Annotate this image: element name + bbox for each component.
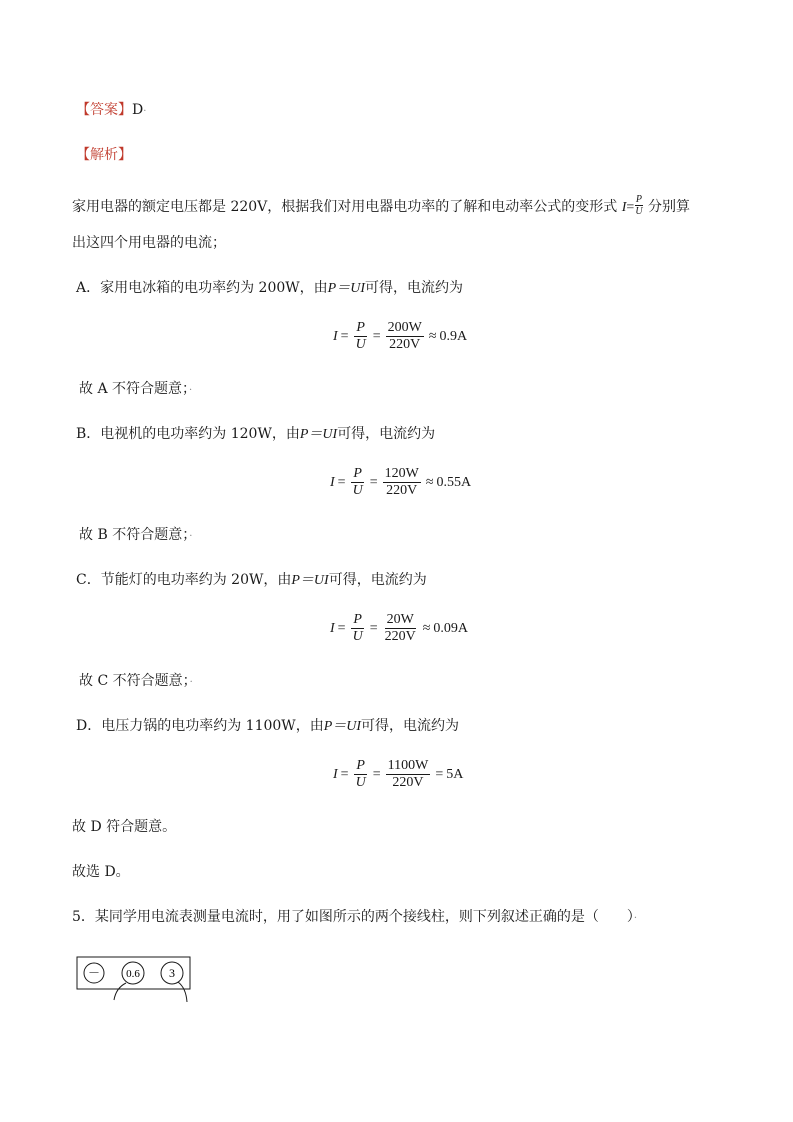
eq-sign: =	[372, 766, 381, 782]
eq-den-value: 220V	[384, 629, 416, 644]
eq-lhs: I	[330, 474, 335, 490]
option-b-text-b: 可得，电流约为	[337, 426, 436, 442]
eq-num-value: 200W	[387, 320, 422, 335]
wire-3	[178, 982, 187, 1002]
eq-fraction-values	[386, 758, 431, 791]
option-c-equation	[330, 612, 468, 645]
question-text: 某同学用电流表测量电流时，用了如图所示的两个接线柱，则下列叙述正确的是（ ）	[94, 909, 634, 925]
option-d-formula: P＝UI	[323, 719, 362, 734]
eq-num-value: 120W	[384, 466, 419, 481]
eq-fraction-values	[386, 320, 424, 353]
eq-den-u: U	[355, 775, 366, 790]
analysis-label: 【解析】	[76, 147, 132, 163]
answer-label: 【答案】	[76, 102, 132, 118]
answer-line: 【答案】D·	[76, 102, 147, 118]
wire-0-6	[114, 983, 126, 1000]
intro-formula-num: P	[635, 194, 642, 205]
option-b-conclusion-text: 故 B 不符合题意；	[79, 527, 190, 543]
intro-formula-fraction	[634, 195, 643, 217]
ammeter-terminals-figure	[74, 954, 204, 1004]
eq-fraction-pu	[351, 466, 365, 499]
eq-sign: =	[340, 766, 349, 782]
option-a-conclusion-text: 故 A 不符合题意；	[79, 381, 190, 397]
eq-sign: =	[337, 620, 346, 636]
option-d-equation	[333, 758, 463, 791]
intro-formula-lhs: I	[621, 200, 627, 215]
option-c-conclusion: 故 C 不符合题意；·	[79, 673, 193, 689]
eq-fraction-pu	[354, 320, 368, 353]
eq-approx: ≈	[422, 620, 431, 636]
option-b-formula: P＝UI	[299, 427, 338, 442]
option-a-equation	[333, 320, 467, 353]
option-d-text-a: D．电压力锅的电功率约为 1100W，由	[76, 718, 324, 734]
terminal-3-label: 3	[169, 966, 175, 980]
eq-den-u: U	[352, 629, 363, 644]
eq-den-value: 220V	[386, 483, 418, 498]
option-a-text-a: A．家用电冰箱的电功率约为 200W，由	[76, 280, 328, 296]
option-a-text-b: 可得，电流约为	[365, 280, 463, 296]
eq-approx: ≈	[428, 328, 437, 344]
eq-sign: =	[337, 474, 346, 490]
answer-value: D	[132, 102, 144, 118]
intro-line-1	[72, 196, 690, 218]
intro-formula-eq: =	[626, 200, 635, 215]
option-b-equation	[330, 466, 471, 499]
eq-den-u: U	[355, 337, 366, 352]
eq-num-p: P	[353, 612, 362, 627]
terminal-negative-label: －	[87, 966, 101, 980]
option-c-text-b: 可得，电流约为	[328, 572, 427, 588]
question-number: 5．	[72, 909, 95, 925]
eq-result: 0.9A	[439, 328, 468, 344]
eq-num-p: P	[353, 466, 362, 481]
intro-text-a: 家用电器的额定电压都是 220V，根据我们对用电器电功率的了解和电动率公式的变形式	[72, 199, 618, 215]
eq-lhs: I	[333, 766, 338, 782]
option-b-text-a: B．电视机的电功率约为 120W，由	[76, 426, 300, 442]
eq-result: 0.09A	[433, 620, 469, 636]
eq-den-u: U	[352, 483, 363, 498]
eq-num-p: P	[356, 320, 365, 335]
option-c-formula: P＝UI	[291, 573, 329, 588]
eq-sign: =	[340, 328, 349, 344]
eq-result: 5A	[446, 766, 464, 782]
eq-lhs: I	[330, 620, 335, 636]
intro-formula-den: U	[635, 206, 643, 217]
eq-fraction-pu	[351, 612, 365, 645]
terminal-0-6-label: 0.6	[126, 968, 140, 980]
option-c-text-a: C．节能灯的电功率约为 20W，由	[76, 572, 292, 588]
question-5: 5．某同学用电流表测量电流时，用了如图所示的两个接线柱，则下列叙述正确的是（ ）·	[72, 909, 638, 925]
eq-lhs: I	[333, 328, 338, 344]
option-c-conclusion-text: 故 C 不符合题意；	[79, 673, 190, 689]
eq-result: 0.55A	[436, 474, 472, 490]
eq-den-value: 220V	[389, 337, 421, 352]
final-answer: 故选 D。	[72, 864, 130, 880]
eq-num-p: P	[356, 758, 365, 773]
intro-text-b: 分别算	[648, 199, 690, 215]
option-b-conclusion: 故 B 不符合题意；·	[79, 527, 193, 543]
intro-line-2: 出这四个用电器的电流；	[72, 235, 226, 251]
eq-sign: =	[372, 328, 381, 344]
option-d-line	[76, 716, 459, 737]
option-d-text-b: 可得，电流约为	[361, 718, 460, 734]
option-b-line	[76, 424, 435, 445]
eq-equals: =	[435, 766, 444, 782]
eq-den-value: 220V	[392, 775, 424, 790]
option-d-conclusion: 故 D 符合题意。	[72, 819, 177, 835]
eq-num-value: 1100W	[387, 758, 429, 773]
option-a-line	[76, 278, 463, 299]
eq-approx: ≈	[425, 474, 434, 490]
eq-num-value: 20W	[386, 612, 414, 627]
option-a-formula: P＝UI	[327, 281, 365, 296]
eq-sign: =	[369, 620, 378, 636]
eq-fraction-values	[383, 612, 418, 645]
eq-fraction-pu	[354, 758, 368, 791]
option-c-line	[76, 570, 427, 591]
eq-fraction-values	[383, 466, 421, 499]
option-a-conclusion: 故 A 不符合题意；·	[79, 381, 193, 397]
eq-sign: =	[369, 474, 378, 490]
